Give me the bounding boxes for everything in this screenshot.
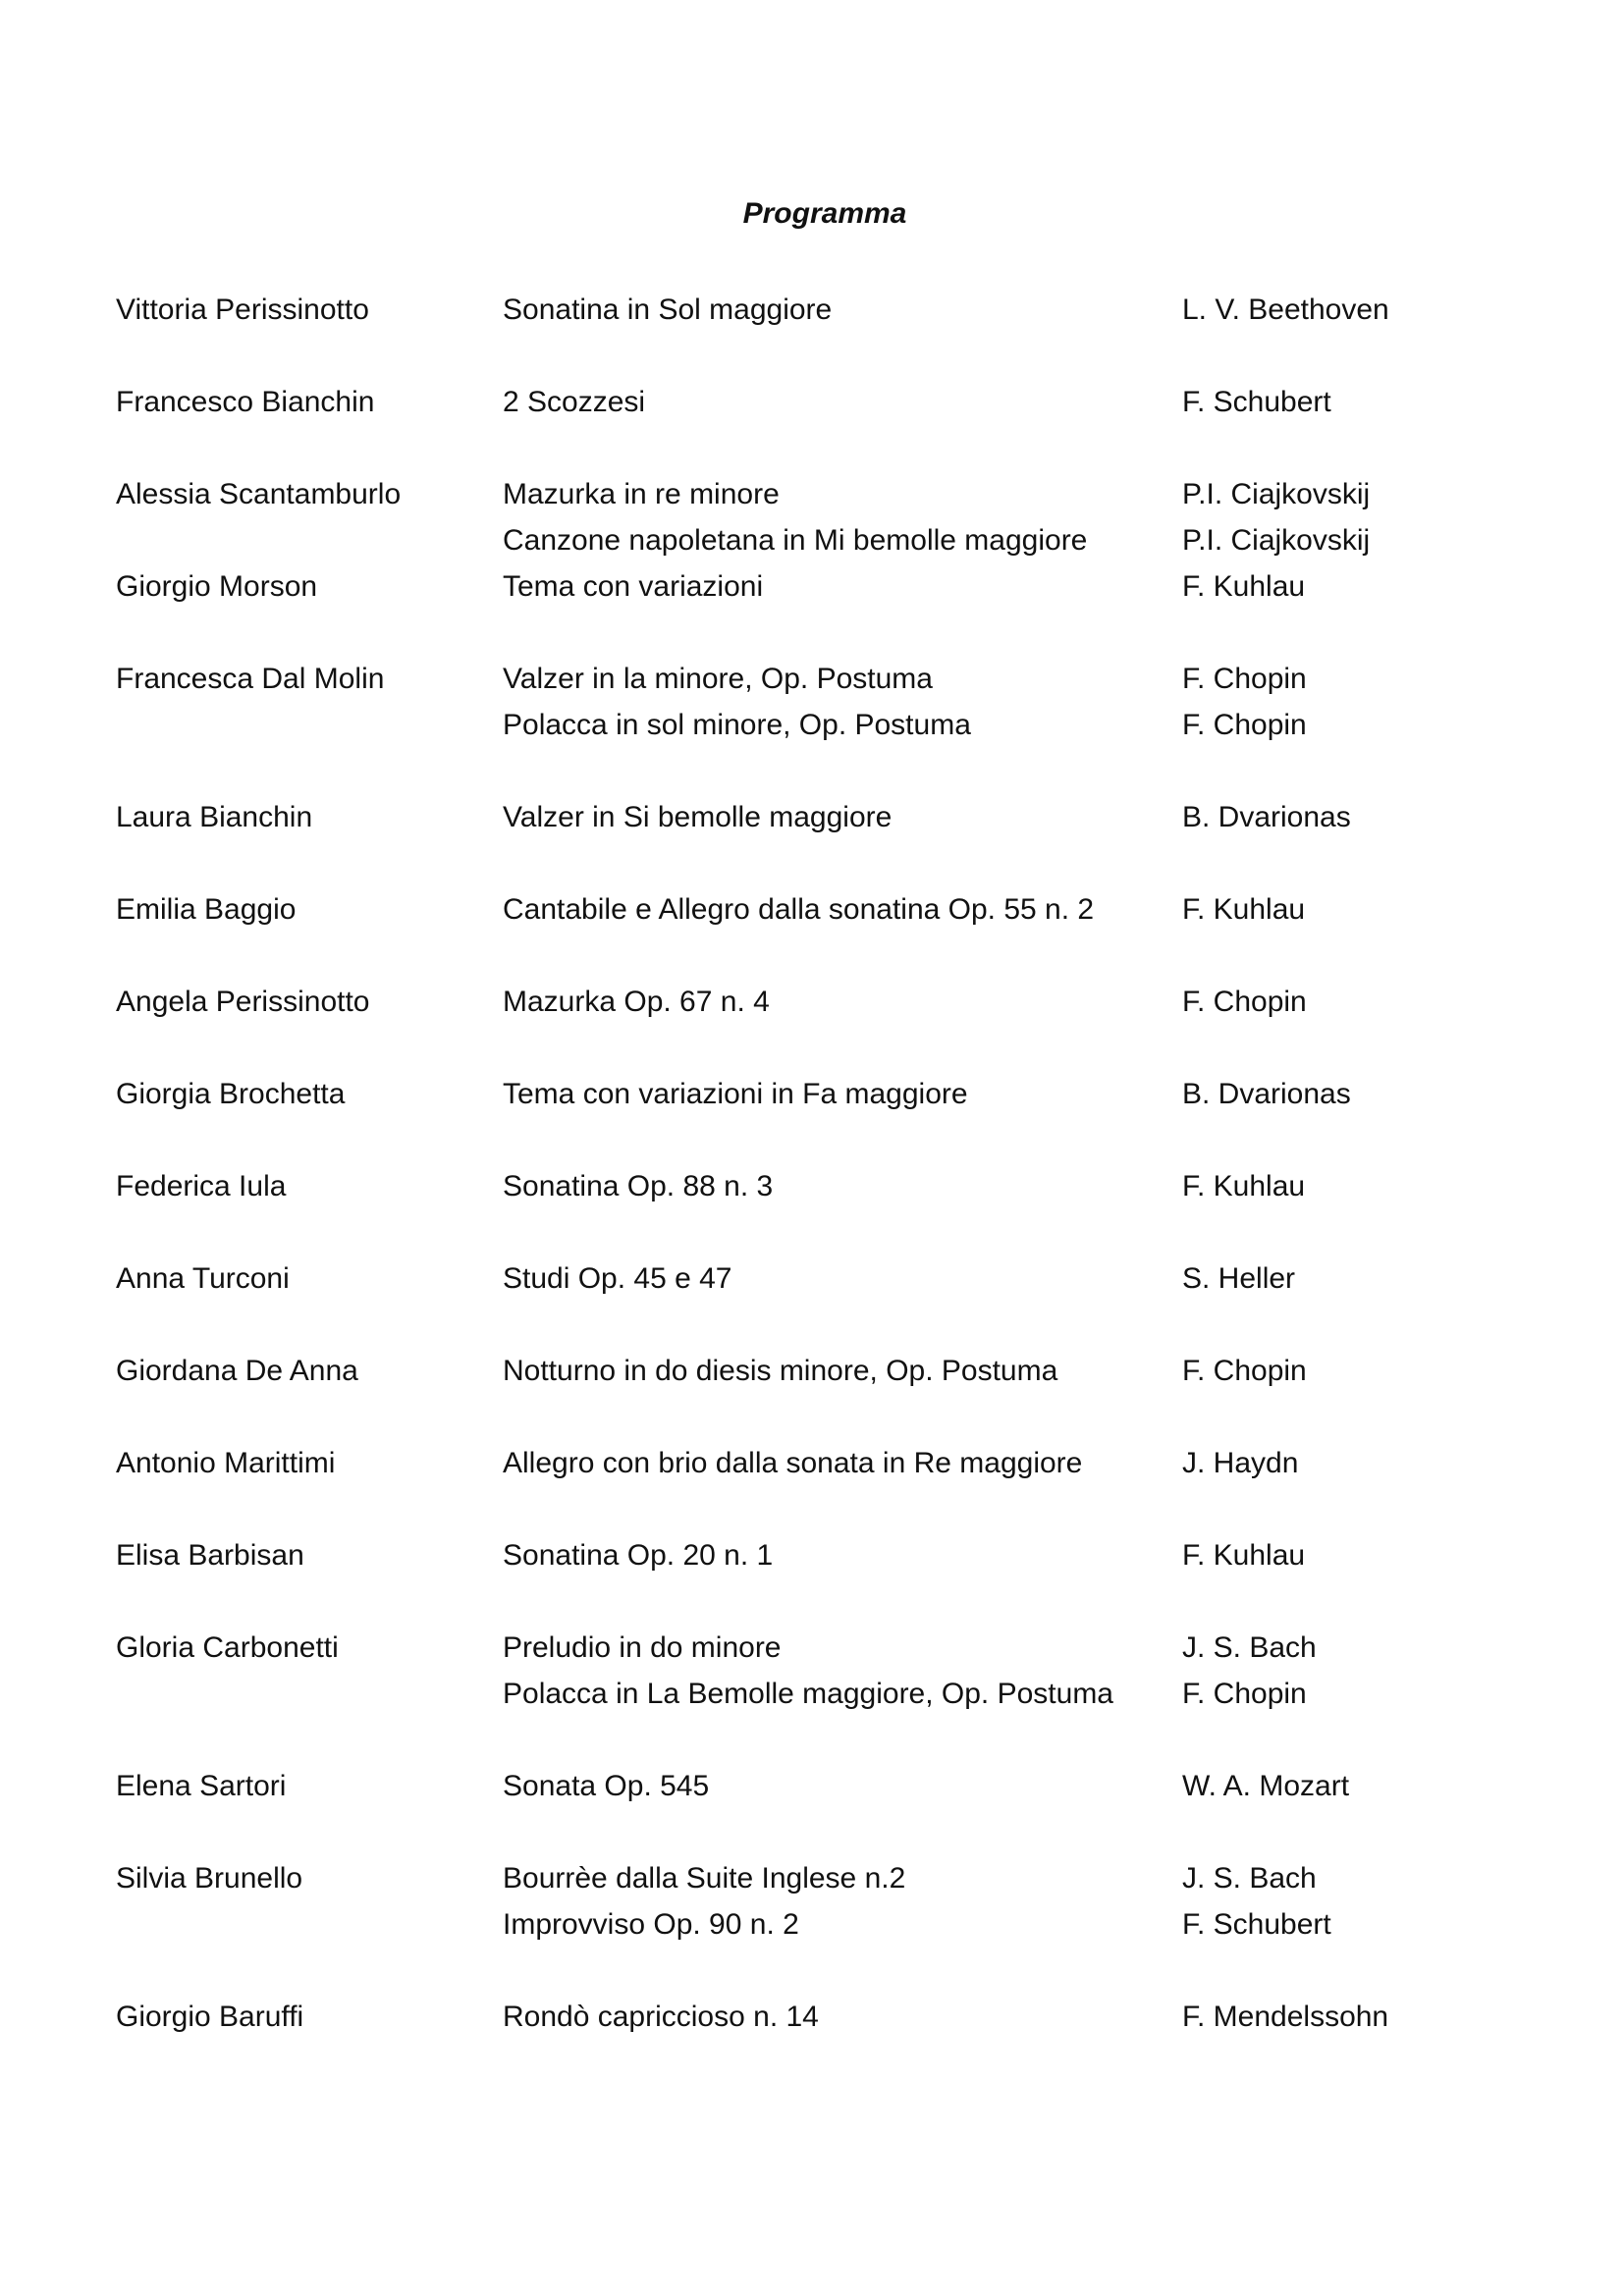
piece-list [503,886,1182,933]
performer-name: Angela Perissinotto [116,986,370,1018]
piece-list [503,563,1182,610]
composer-list [1182,1255,1477,1302]
piece-title: Studi Op. 45 e 47 [503,1262,732,1295]
programme-entry [116,1348,1510,1394]
performer-name: Giorgia Brochetta [116,1078,346,1110]
composer-name: F. Kuhlau [1182,1539,1306,1572]
piece-title: Sonatina in Sol maggiore [503,294,833,326]
composer-list [1182,1855,1477,1948]
composer-name: F. Chopin [1182,1355,1307,1387]
composer-name: L. V. Beethoven [1182,294,1389,326]
performer-name: Gloria Carbonetti [116,1631,339,1664]
programme-entry [116,1763,1510,1809]
piece-list [503,471,1182,563]
programme-list [116,287,1510,2086]
performer-name: Francesco Bianchin [116,386,375,418]
composer-list [1182,287,1477,333]
programme-entry [116,1071,1510,1117]
composer-name: J. S. Bach [1182,1631,1317,1664]
piece-list [503,1163,1182,1209]
composer-list [1182,1532,1477,1578]
composer-list [1182,563,1477,610]
piece-title: Improvviso Op. 90 n. 2 [503,1908,799,1941]
composer-name: F. Mendelssohn [1182,2001,1389,2033]
composer-name: P.I. Ciajkovskij [1182,478,1371,510]
piece-title: Rondò capriccioso n. 14 [503,2001,819,2033]
programme-entry [116,656,1510,748]
performer-name: Laura Bianchin [116,801,313,833]
piece-list [503,1440,1182,1486]
piece-list [503,1532,1182,1578]
composer-name: F. Kuhlau [1182,570,1306,603]
performer-name: Silvia Brunello [116,1862,303,1895]
composer-name: B. Dvarionas [1182,1078,1351,1110]
composer-list [1182,794,1477,840]
composer-name: P.I. Ciajkovskij [1182,524,1371,557]
programme-entry [116,886,1510,933]
programme-entry [116,1255,1510,1302]
programme-entry [116,1855,1510,1948]
composer-name: F. Chopin [1182,986,1307,1018]
composer-name: F. Chopin [1182,663,1307,695]
piece-title: Mazurka in re minore [503,478,780,510]
piece-title: Canzone napoletana in Mi bemolle maggiore [503,524,1088,557]
composer-name: F. Chopin [1182,709,1307,741]
piece-title: Valzer in Si bemolle maggiore [503,801,893,833]
piece-list [503,656,1182,748]
performer-name: Alessia Scantamburlo [116,478,402,510]
programme-entry [116,979,1510,1025]
performer-name: Federica Iula [116,1170,287,1202]
composer-name: F. Schubert [1182,386,1331,418]
composer-name: J. S. Bach [1182,1862,1317,1895]
performer-name: Elisa Barbisan [116,1539,304,1572]
piece-list [503,979,1182,1025]
piece-list [503,1994,1182,2040]
piece-title: Sonata Op. 545 [503,1770,710,1802]
programme-entry [116,1532,1510,1578]
performer-name: Anna Turconi [116,1262,290,1295]
composer-list [1182,1994,1477,2040]
piece-title: Cantabile e Allegro dalla sonatina Op. 55 n. 2 [503,893,1095,926]
piece-title: Polacca in La Bemolle maggiore, Op. Postuma [503,1678,1113,1710]
composer-name: J. Haydn [1182,1447,1299,1479]
composer-list [1182,379,1477,425]
performer-name: Emilia Baggio [116,893,297,926]
programme-entry [116,794,1510,840]
programme-entry [116,563,1510,610]
piece-title: Preludio in do minore [503,1631,782,1664]
composer-name: F. Kuhlau [1182,1170,1306,1202]
performer-name: Antonio Marittimi [116,1447,336,1479]
composer-name: W. A. Mozart [1182,1770,1350,1802]
composer-list [1182,471,1477,563]
piece-list [503,1763,1182,1809]
piece-list [503,794,1182,840]
performer-name: Giordana De Anna [116,1355,358,1387]
composer-name: F. Chopin [1182,1678,1307,1710]
composer-list [1182,1763,1477,1809]
composer-list [1182,1071,1477,1117]
programme-entry [116,1994,1510,2040]
performer-name: Elena Sartori [116,1770,287,1802]
performer-name: Francesca Dal Molin [116,663,385,695]
performer-name: Giorgio Morson [116,570,318,603]
composer-list [1182,1348,1477,1394]
composer-list [1182,886,1477,933]
composer-name: S. Heller [1182,1262,1296,1295]
piece-title: Tema con variazioni [503,570,764,603]
composer-list [1182,656,1477,748]
piece-title: 2 Scozzesi [503,386,646,418]
piece-list [503,379,1182,425]
piece-title: Notturno in do diesis minore, Op. Postuma [503,1355,1058,1387]
performer-name: Vittoria Perissinotto [116,294,369,326]
composer-name: F. Schubert [1182,1908,1331,1941]
piece-title: Mazurka Op. 67 n. 4 [503,986,770,1018]
piece-list [503,1625,1182,1717]
piece-title: Polacca in sol minore, Op. Postuma [503,709,971,741]
programme-entry [116,379,1510,425]
programme-entry [116,1440,1510,1486]
piece-list [503,1071,1182,1117]
composer-name: B. Dvarionas [1182,801,1351,833]
programme-entry [116,1163,1510,1209]
composer-list [1182,979,1477,1025]
composer-list [1182,1625,1477,1717]
composer-name: F. Kuhlau [1182,893,1306,926]
piece-title: Valzer in la minore, Op. Postuma [503,663,933,695]
programme-entry [116,1625,1510,1717]
piece-list [503,287,1182,333]
composer-list [1182,1163,1477,1209]
composer-list [1182,1440,1477,1486]
programme-entry [116,471,1510,563]
piece-title: Sonatina Op. 20 n. 1 [503,1539,774,1572]
piece-list [503,1348,1182,1394]
piece-title: Sonatina Op. 88 n. 3 [503,1170,774,1202]
piece-list [503,1855,1182,1948]
piece-title: Allegro con brio dalla sonata in Re maggiore [503,1447,1083,1479]
page-title: Programma [742,197,907,230]
piece-title: Tema con variazioni in Fa maggiore [503,1078,968,1110]
performer-name: Giorgio Baruffi [116,2001,304,2033]
programme-entry [116,287,1510,333]
piece-list [503,1255,1182,1302]
piece-title: Bourrèe dalla Suite Inglese n.2 [503,1862,906,1895]
